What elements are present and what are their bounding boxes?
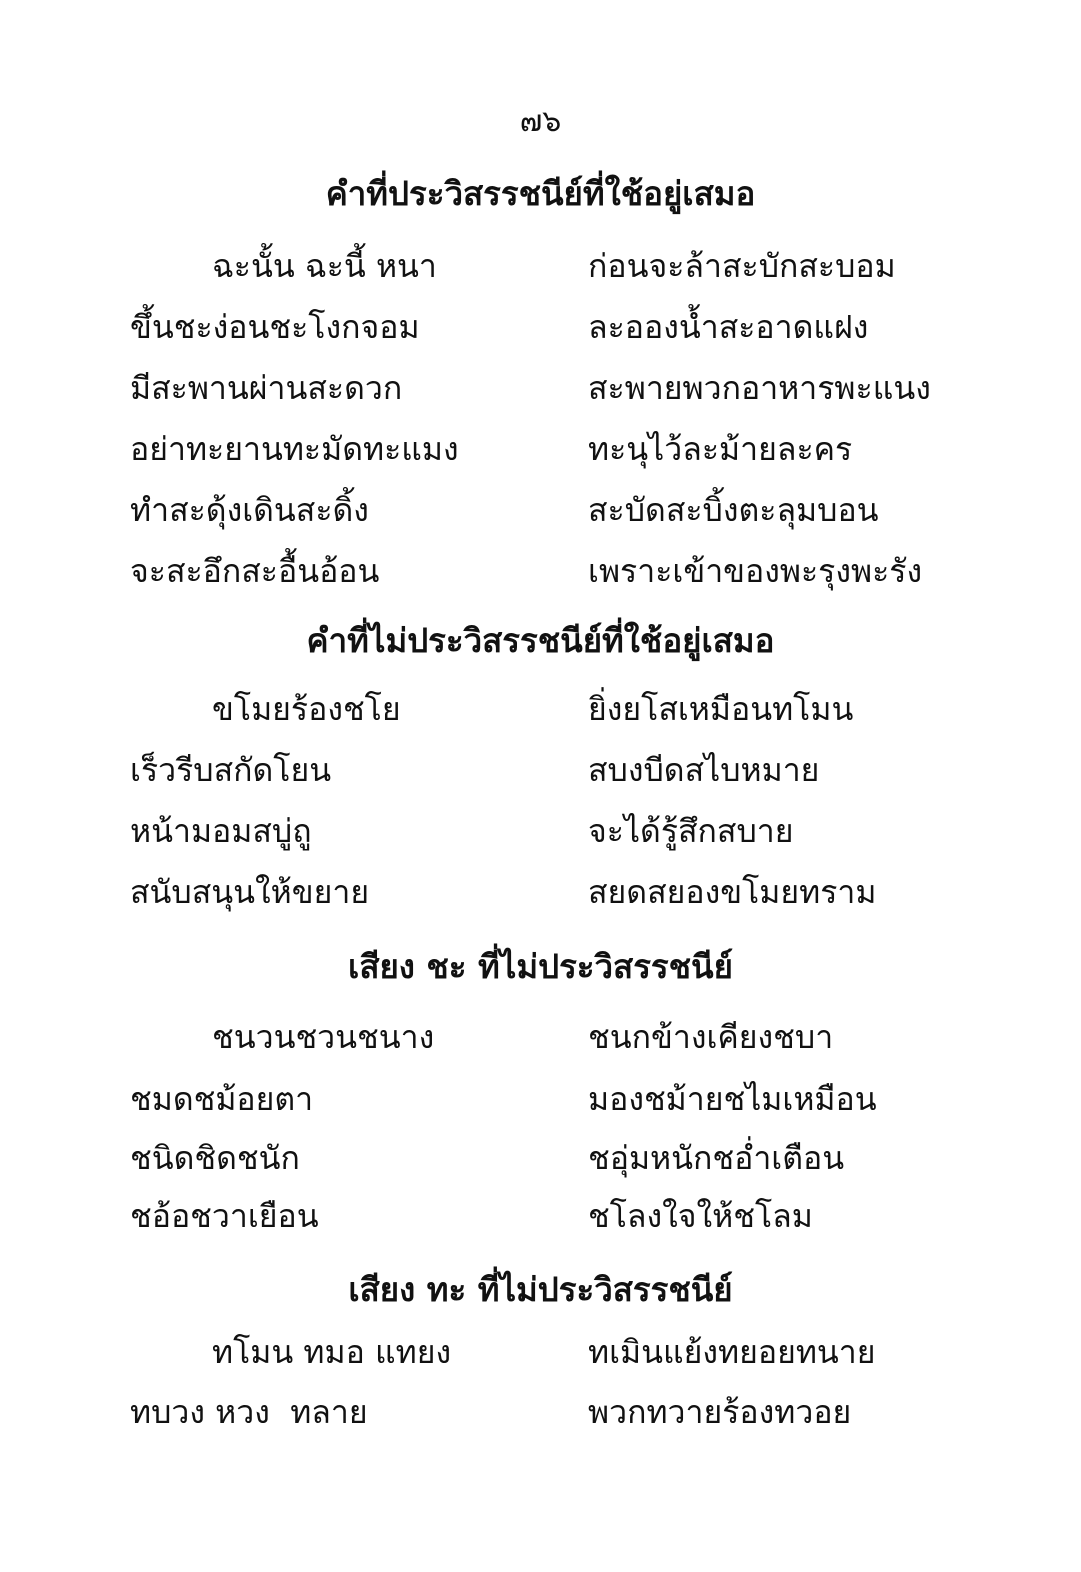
verse-left: ขึ้นชะง่อนชะโงกจอม: [130, 308, 420, 346]
verse-row: [0, 1074, 1081, 1124]
verse-left: อย่าทะยานทะมัดทะแมง: [130, 430, 459, 468]
verse-left: หน้ามอมสบู่ถู: [130, 812, 312, 850]
verse-right: ก่อนจะล้าสะบักสะบอม: [588, 247, 896, 285]
verse-left: สนับสนุนให้ขยาย: [130, 873, 370, 911]
verse-row: [0, 546, 1081, 596]
verse-row: [0, 485, 1081, 535]
page-number: ๗๖: [519, 104, 562, 139]
verse-left: มีสะพานผ่านสะดวก: [130, 369, 403, 407]
verse-right: ทเมินแย้งทยอยทนาย: [588, 1333, 876, 1371]
section-heading: เสียง ทะ ที่ไม่ประวิสรรชนีย์: [348, 1270, 733, 1309]
verse-right: สบงบีดสไบหมาย: [588, 751, 820, 789]
verse-row: [0, 302, 1081, 352]
verse-row: [0, 745, 1081, 795]
verse-row: [0, 867, 1081, 917]
verse-row: [0, 684, 1081, 734]
verse-row: [0, 806, 1081, 856]
verse-right: เพราะเข้าของพะรุงพะรัง: [588, 552, 923, 590]
verse-right: จะได้รู้สึกสบาย: [588, 812, 794, 850]
verse-left: ทบวง หวง ทลาย: [130, 1393, 368, 1431]
verse-left: ชอ้อชวาเยือน: [130, 1197, 319, 1235]
verse-row: [0, 1133, 1081, 1183]
section-heading: คำที่ประวิสรรชนีย์ที่ใช้อยู่เสมอ: [325, 174, 756, 213]
verse-left: จะสะอึกสะอื้นอ้อน: [130, 552, 380, 590]
verse-left: ชมดชม้อยตา: [130, 1080, 314, 1118]
verse-right: ชนกข้างเคียงชบา: [588, 1018, 834, 1056]
section-heading: คำที่ไม่ประวิสรรชนีย์ที่ใช้อยู่เสมอ: [306, 621, 775, 660]
verse-right: สะพายพวกอาหารพะแนง: [588, 369, 931, 407]
verse-right: ทะนุไว้ละม้ายละคร: [588, 430, 853, 468]
verse-left: ฉะนั้น ฉะนี้ หนา: [212, 247, 437, 285]
verse-left: เร็วรีบสกัดโยน: [130, 751, 332, 789]
verse-right: ยิ่งยโสเหมือนทโมน: [588, 690, 854, 728]
section-heading: เสียง ชะ ที่ไม่ประวิสรรชนีย์: [348, 947, 733, 986]
verse-right: มองชม้ายชไมเหมือน: [588, 1080, 877, 1118]
verse-right: ชอุ่มหนักชอ่ำเตือน: [588, 1139, 845, 1177]
verse-left: ชนวนชวนชนาง: [212, 1018, 435, 1056]
verse-left: ทโมน ทมอ แทยง: [212, 1333, 452, 1371]
verse-row: [0, 1327, 1081, 1377]
verse-right: ชโลงใจให้ชโลม: [588, 1197, 813, 1235]
verse-row: [0, 363, 1081, 413]
verse-right: สยดสยองขโมยทราม: [588, 873, 877, 911]
verse-left: ทำสะดุ้งเดินสะดิ้ง: [130, 491, 369, 529]
verse-row: [0, 1387, 1081, 1437]
verse-row: [0, 424, 1081, 474]
verse-row: [0, 241, 1081, 291]
verse-right: พวกทวายร้องทวอย: [588, 1393, 852, 1431]
verse-left: ชนิดชิดชนัก: [130, 1139, 300, 1177]
verse-right: สะบัดสะบิ้งตะลุมบอน: [588, 491, 879, 529]
verse-row: [0, 1012, 1081, 1062]
verse-left: ขโมยร้องชโย: [212, 690, 401, 728]
verse-right: ละอองน้ำสะอาดแฝง: [588, 308, 869, 346]
verse-row: [0, 1191, 1081, 1241]
